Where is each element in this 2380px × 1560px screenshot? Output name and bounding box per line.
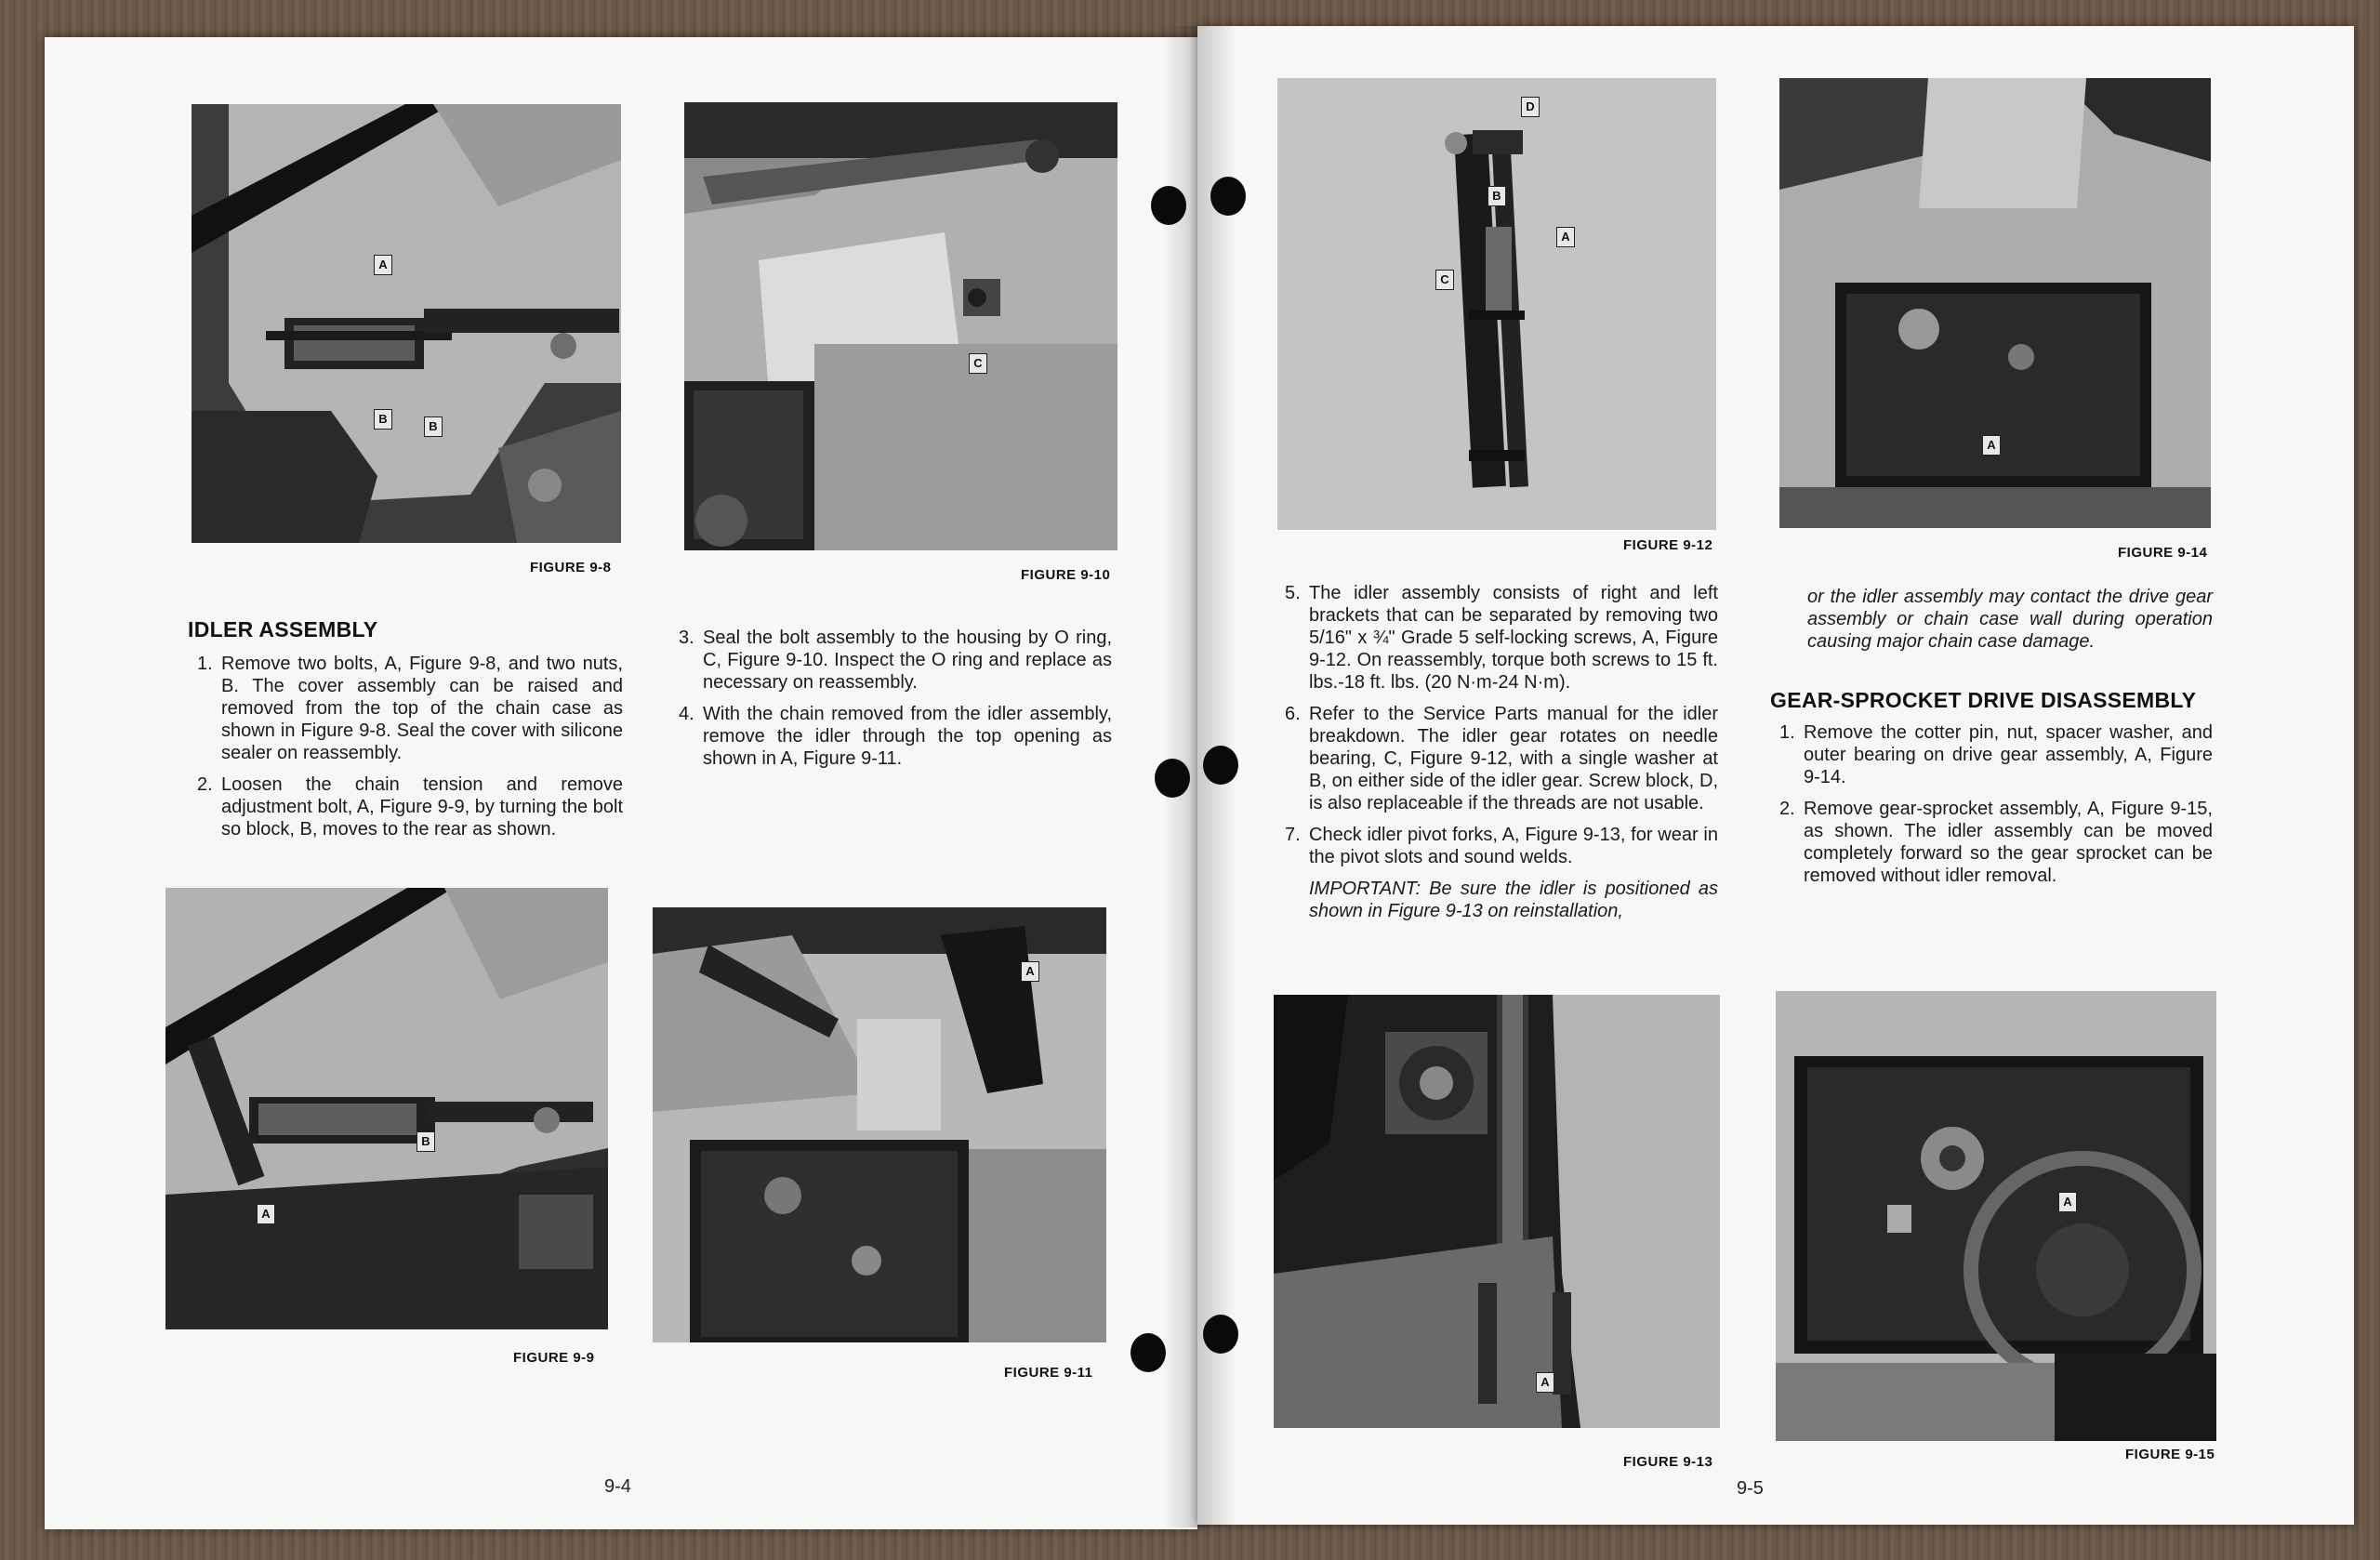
figure-9-15-photo	[1776, 991, 2216, 1441]
callout-a: A	[1556, 227, 1575, 247]
callout-c: C	[969, 353, 987, 374]
step-4: 4. With the chain removed from the idler assembly, remove the idler through the top opening as shown in A, Figure 9-11.	[679, 704, 1112, 769]
callout-a: A	[257, 1204, 275, 1224]
callout-b: B	[374, 409, 392, 430]
gear-step-2: 2. Remove gear-sprocket assembly, A, Figure 9-15, as shown. The idler assembly can be moved completely forward so the gear sprocket can be removed without idler removal.	[1779, 799, 2213, 886]
figure-9-10-caption: FIGURE 9-10	[1021, 567, 1111, 583]
step-6: 6. Refer to the Service Parts manual for the idler breakdown. The idler gear rotates on needle bearing, C, Figure 9-12, with a single washer at B, on either side of the idler gear. Screw block, D, is also replaceable if the threads are not usable.	[1285, 704, 1718, 813]
callout-a: A	[2058, 1192, 2077, 1212]
gear-sprocket-heading: GEAR-SPROCKET DRIVE DISASSEMBLY	[1770, 688, 2197, 712]
binder-hole	[1130, 1333, 1166, 1372]
figure-9-11-photo	[653, 907, 1106, 1342]
callout-a: A	[1982, 435, 2001, 456]
callout-a: A	[374, 255, 392, 275]
callout-b: B	[416, 1131, 435, 1152]
binder-hole	[1210, 177, 1246, 216]
idler-assembly-heading: IDLER ASSEMBLY	[188, 617, 378, 641]
figure-9-8-caption: FIGURE 9-8	[530, 560, 612, 575]
callout-b: B	[424, 416, 443, 437]
step-1: 1. Remove two bolts, A, Figure 9-8, and two nuts, B. The cover assembly can be raised and removed from the top of the chain case as shown in Figure 9-8. Seal the cover with silicone sealer on reassembly.	[197, 654, 623, 763]
step-7: 7. Check idler pivot forks, A, Figure 9-13, for wear in the pivot slots and sound welds.	[1285, 825, 1718, 867]
callout-c: C	[1435, 270, 1454, 290]
idler-steps-col2	[679, 627, 1112, 779]
figure-9-8-photo	[192, 104, 621, 543]
idler-steps-col3	[1285, 582, 1718, 932]
callout-b: B	[1488, 186, 1506, 206]
gear-steps	[1779, 721, 2213, 896]
binder-hole	[1203, 1315, 1238, 1354]
binder-hole	[1155, 759, 1190, 798]
callout-a: A	[1021, 961, 1039, 982]
page-number-right: 9-5	[1737, 1478, 1764, 1499]
binder-hole	[1203, 746, 1238, 785]
step-3: 3. Seal the bolt assembly to the housing by O ring, C, Figure 9-10. Inspect the O ring and replace as necessary on reassembly.	[679, 628, 1112, 693]
figure-9-15-caption: FIGURE 9-15	[2125, 1447, 2215, 1462]
callout-a: A	[1536, 1372, 1554, 1393]
binder-hole	[1151, 186, 1186, 225]
idler-steps-col1	[197, 653, 623, 850]
figure-9-13-photo	[1274, 995, 1720, 1428]
figure-9-12-caption: FIGURE 9-12	[1623, 537, 1713, 553]
figure-9-9-photo	[165, 888, 608, 1329]
figure-9-13-caption: FIGURE 9-13	[1623, 1454, 1713, 1470]
important-note-continued: or the idler assembly may contact the drive gear assembly or chain case wall during operation causing major chain case damage.	[1807, 587, 2213, 652]
figure-9-11-caption: FIGURE 9-11	[1004, 1365, 1093, 1381]
gear-step-1: 1. Remove the cotter pin, nut, spacer washer, and outer bearing on drive gear assembly, A, Figure 9-14.	[1779, 722, 2213, 787]
figure-9-14-caption: FIGURE 9-14	[2118, 545, 2208, 561]
callout-d: D	[1521, 97, 1540, 117]
step-5: 5. The idler assembly consists of right and left brackets that can be separated by removing two 5/16" x ¾" Grade 5 self-locking screws, A, Figure 9-12. On reassembly, torque both screws to 15 ft. lbs.-18 ft. lbs. (20 N·m-24 N·m).	[1285, 583, 1718, 693]
important-note: IMPORTANT: Be sure the idler is positioned as shown in Figure 9-13 on reinstallation,	[1309, 879, 1718, 921]
step-2: 2. Loosen the chain tension and remove adjustment bolt, A, Figure 9-9, by turning the bolt so block, B, moves to the rear as shown.	[197, 774, 623, 839]
figure-9-9-caption: FIGURE 9-9	[513, 1350, 595, 1366]
figure-9-10-photo	[684, 102, 1117, 550]
page-number-left: 9-4	[604, 1476, 631, 1497]
figure-9-14-photo	[1779, 78, 2211, 528]
figure-9-12-photo	[1277, 78, 1716, 530]
